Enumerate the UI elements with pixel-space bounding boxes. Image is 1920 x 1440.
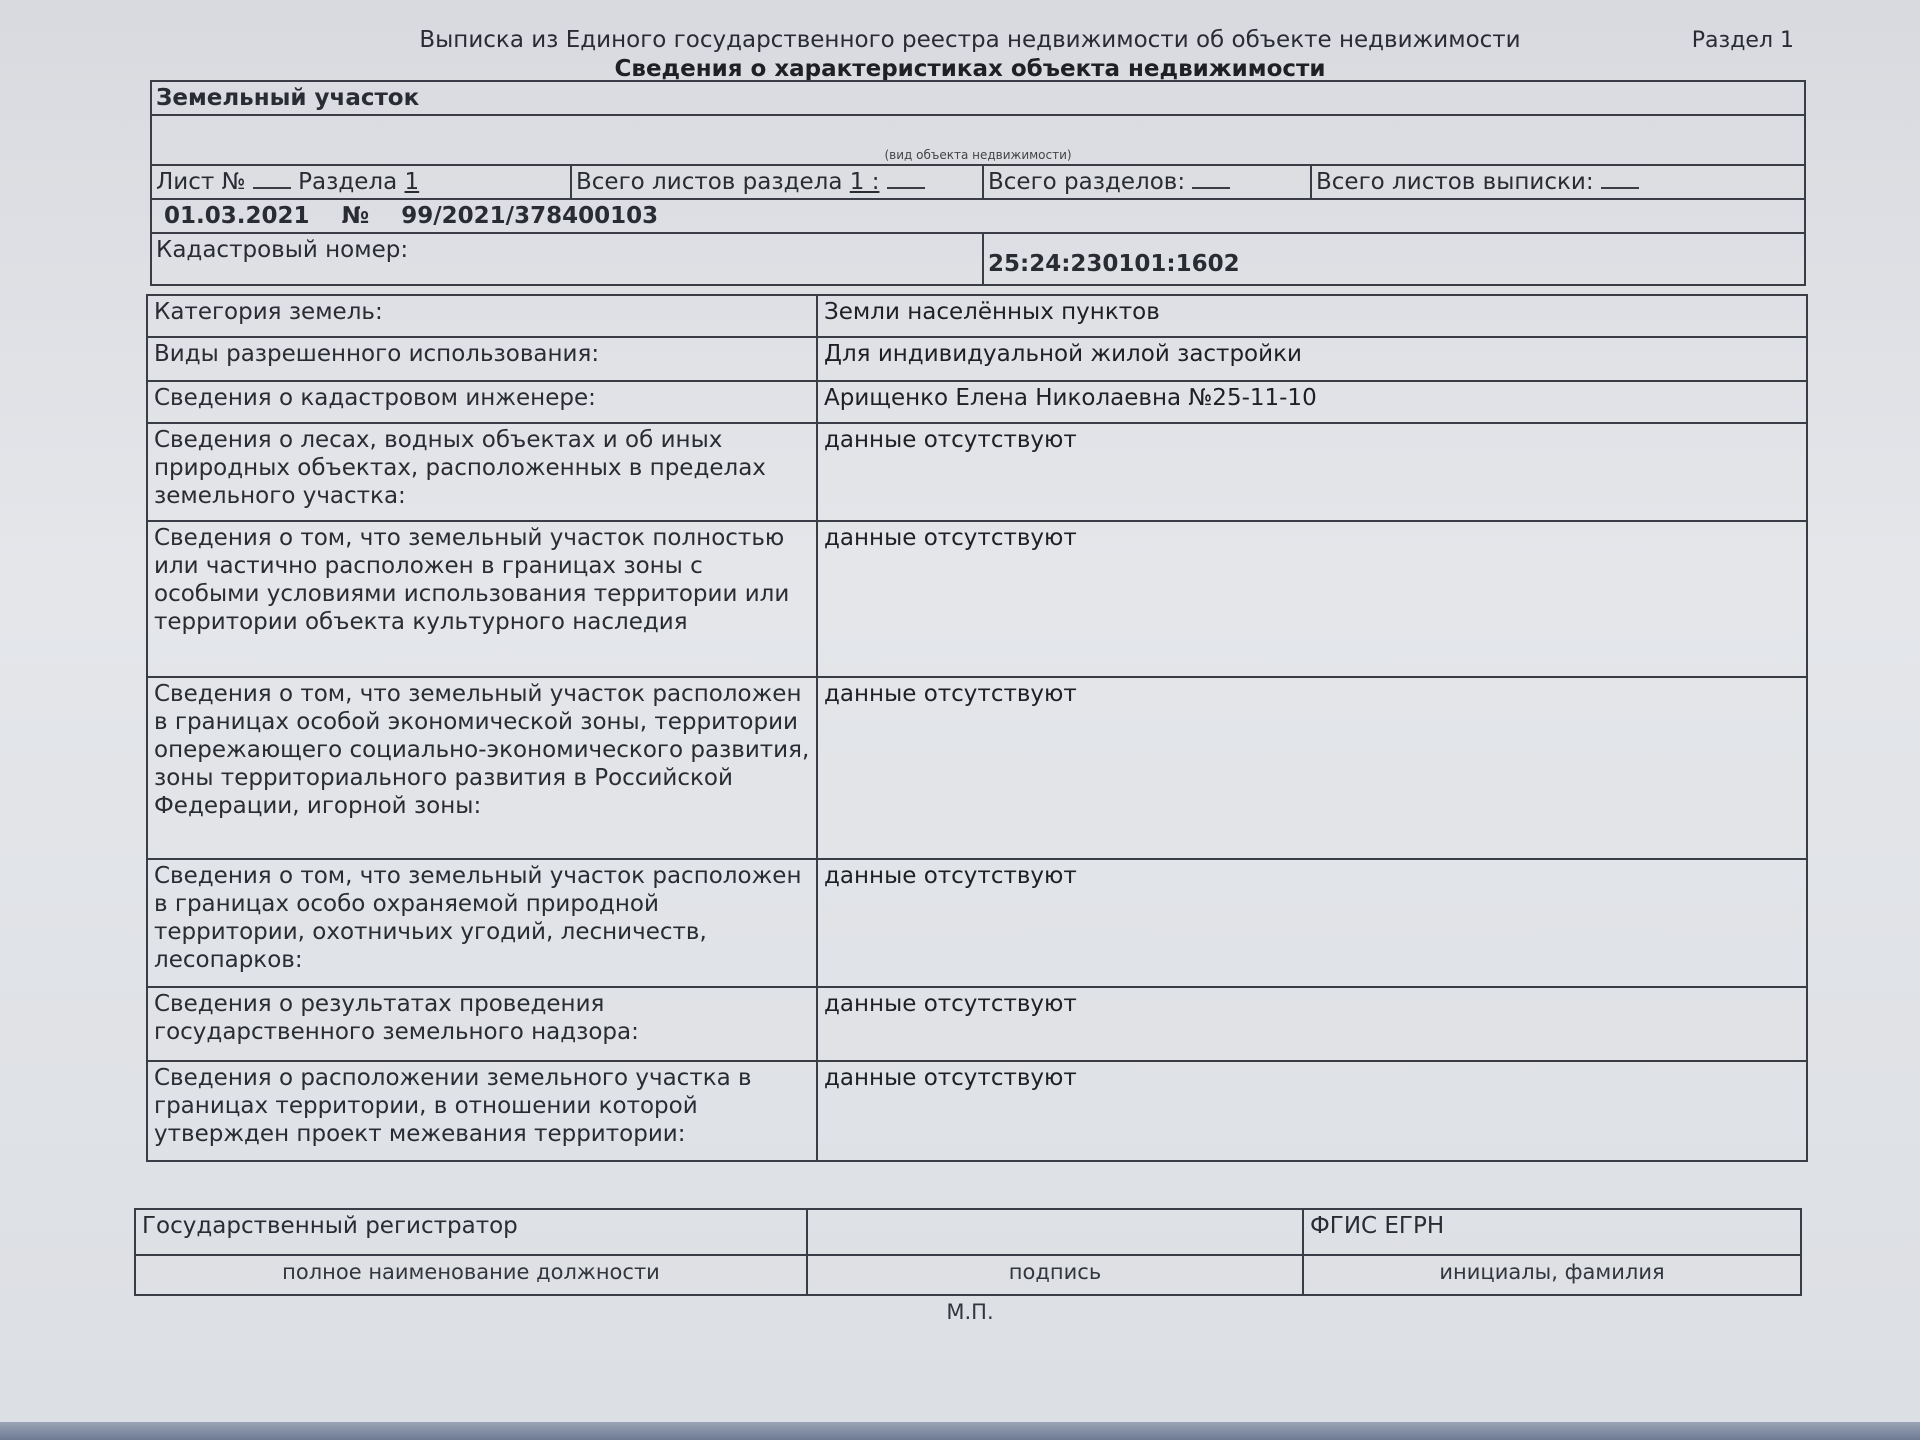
registrar-position: Государственный регистратор <box>135 1209 807 1255</box>
object-type-hint: (вид объекта недвижимости) <box>884 148 1072 162</box>
row-value: данные отсутствуют <box>817 859 1807 987</box>
table-row <box>147 859 1807 987</box>
sheet-blank <box>253 169 291 189</box>
total-sections-cell <box>983 165 1311 199</box>
signature-table <box>134 1208 1802 1296</box>
total-sheets-label: Всего листов выписки: <box>1316 169 1594 195</box>
cadastral-label: Кадастровый номер: <box>151 233 983 285</box>
row-label: Сведения о кадастровом инженере: <box>147 381 817 423</box>
total-section-sheets-label: Всего листов раздела <box>576 169 843 195</box>
extract-number: 99/2021/378400103 <box>401 203 659 229</box>
sheet-number-cell <box>151 165 571 199</box>
section-value: 1 <box>404 169 420 195</box>
registrar-name: ФГИС ЕГРН <box>1303 1209 1801 1255</box>
sheet-label: Лист № <box>156 169 246 195</box>
total-section-sheets-blank <box>887 169 925 189</box>
table-row <box>147 521 1807 677</box>
seal-mark: М.П. <box>946 1300 994 1324</box>
row-value: данные отсутствуют <box>817 677 1807 859</box>
row-label: Категория земель: <box>147 295 817 337</box>
name-caption: инициалы, фамилия <box>1303 1255 1801 1295</box>
row-label: Сведения о расположении земельного участка в границах территории, в отношении которой утвержден проект межевания территории: <box>147 1061 817 1161</box>
extract-date-number <box>151 199 1805 233</box>
total-section-sheets-cell <box>571 165 983 199</box>
cadastral-number: 25:24:230101:1602 <box>983 233 1805 285</box>
table-row <box>147 295 1807 337</box>
document-page <box>120 0 1820 1410</box>
row-value: данные отсутствуют <box>817 987 1807 1061</box>
table-row <box>147 987 1807 1061</box>
extract-date: 01.03.2021 <box>164 203 310 229</box>
table-row <box>147 1061 1807 1161</box>
row-value: данные отсутствуют <box>817 423 1807 521</box>
characteristics-table <box>146 294 1808 1162</box>
document-subtitle: Сведения о характеристиках объекта недвижимости <box>614 56 1326 82</box>
object-type-hint-cell <box>151 115 1805 165</box>
row-label: Сведения о лесах, водных объектах и об иных природных объектах, расположенных в пределах земельного участка: <box>147 423 817 521</box>
position-caption: полное наименование должности <box>135 1255 807 1295</box>
section-label: Раздел 1 <box>1691 28 1794 53</box>
row-label: Сведения о том, что земельный участок расположен в границах особой экономической зоны, территории опережающего социально-экономического развития, зоны территориального развития в Российской Федерации, игорной зоны: <box>147 677 817 859</box>
total-sections-blank <box>1192 169 1230 189</box>
total-section-sheets-value: 1 : <box>849 169 880 195</box>
total-sections-label: Всего разделов: <box>988 169 1186 195</box>
taskbar <box>0 1422 1920 1440</box>
total-sheets-blank <box>1601 169 1639 189</box>
number-sign: № <box>341 203 370 229</box>
row-value: данные отсутствуют <box>817 521 1807 677</box>
row-value: Арищенко Елена Николаевна №25-11-10 <box>817 381 1807 423</box>
object-header-table <box>150 80 1806 286</box>
table-row <box>147 337 1807 381</box>
row-label: Сведения о том, что земельный участок расположен в границах особо охраняемой природной территории, охотничьих угодий, лесничеств, лесопарков: <box>147 859 817 987</box>
row-value: Земли населённых пунктов <box>817 295 1807 337</box>
table-row <box>147 423 1807 521</box>
table-row <box>147 381 1807 423</box>
object-type: Земельный участок <box>151 81 1805 115</box>
total-sheets-cell <box>1311 165 1805 199</box>
signature-caption: подпись <box>807 1255 1303 1295</box>
document-title: Выписка из Единого государственного реестра недвижимости об объекте недвижимости <box>419 27 1521 53</box>
row-value: Для индивидуальной жилой застройки <box>817 337 1807 381</box>
section-of-label: Раздела <box>298 169 398 195</box>
row-value: данные отсутствуют <box>817 1061 1807 1161</box>
table-row <box>147 677 1807 859</box>
row-label: Сведения о том, что земельный участок полностью или частично расположен в границах зоны с особыми условиями использования территории или территории объекта культурного наследия <box>147 521 817 677</box>
registrar-signature <box>807 1209 1303 1255</box>
row-label: Сведения о результатах проведения государственного земельного надзора: <box>147 987 817 1061</box>
row-label: Виды разрешенного использования: <box>147 337 817 381</box>
